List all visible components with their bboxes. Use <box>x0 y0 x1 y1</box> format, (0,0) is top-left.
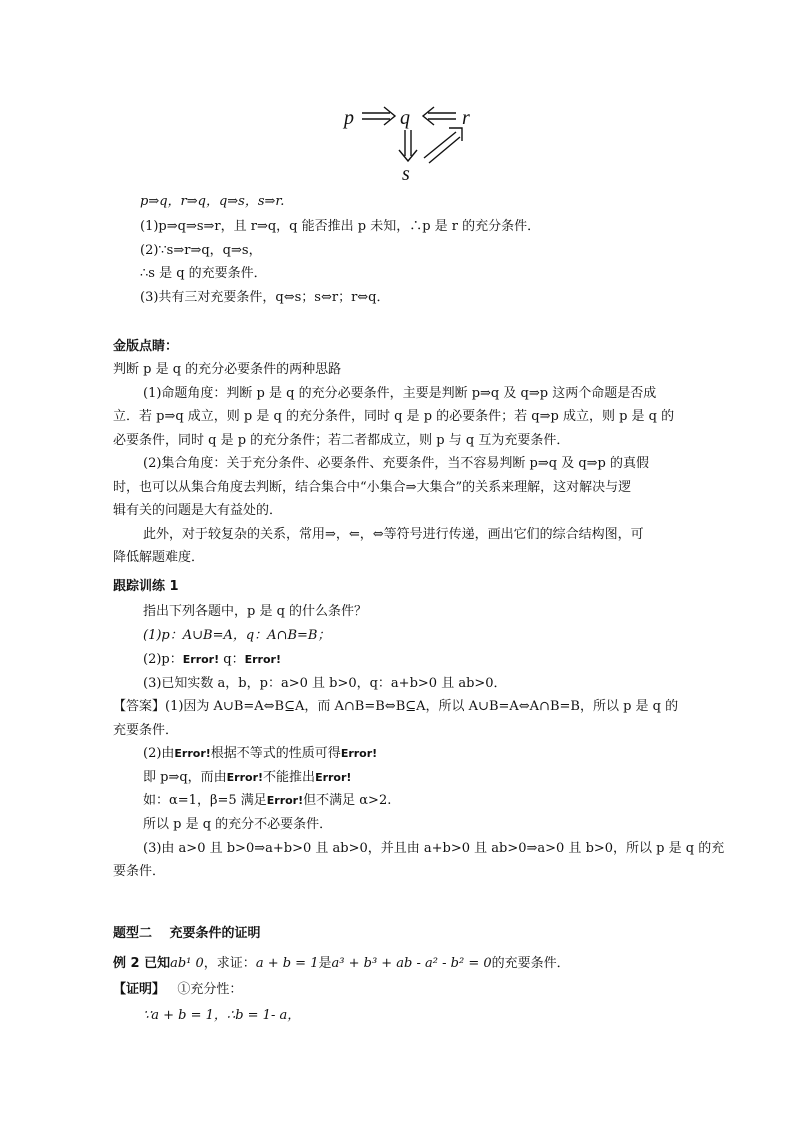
text-span: q： <box>219 652 245 667</box>
text-line <box>143 770 351 786</box>
text-line: ∴s 是 q 的充要条件． <box>140 266 267 281</box>
text-span: 但不满足 α>2. <box>303 793 392 808</box>
implies-down-arrow <box>399 130 417 161</box>
text-line: p⇒q，r⇒q，q⇒s，s⇒r. <box>140 194 285 209</box>
implication-diagram <box>338 94 486 186</box>
math-span: ab¹ 0 <box>170 956 204 971</box>
error-field: Error! <box>174 747 211 760</box>
text-line: 辑有关的问题是大有益处的． <box>113 503 283 518</box>
text-span: 根据不等式的性质可得 <box>210 746 341 761</box>
text-span: 的充要条件． <box>491 956 570 971</box>
error-field: Error! <box>315 771 352 784</box>
error-field: Error! <box>182 653 220 666</box>
text-line: (1)p⇒q⇒s⇒r，且 r⇒q，q 能否推出 p 未知，∴p 是 r 的充分条件． <box>140 219 541 234</box>
error-field: Error! <box>266 794 304 807</box>
math-span: a + b = 1 <box>255 956 319 971</box>
implies-diagonal-arrow <box>424 128 462 163</box>
implies-left-arrow <box>423 107 456 125</box>
text-span: 例 2 已知 <box>113 956 171 971</box>
section-heading: 题型二 充要条件的证明 <box>113 926 261 941</box>
text-line: 必要条件，同时 q 是 p 的充分条件；若二者都成立，则 p 与 q 互为充要条件． <box>113 433 570 448</box>
node-s: s <box>402 163 410 185</box>
text-span: (2)由 <box>143 746 175 761</box>
node-r: r <box>462 107 470 129</box>
text-line: 立．若 p⇒q 成立，则 p 是 q 的充分条件，同时 q 是 p 的必要条件；若 q⇒p 成立，则 p 是 q 的 <box>113 409 675 424</box>
text-line: (1)命题角度：判断 p 是 q 的充分必要条件，主要是判断 p⇒q 及 q⇒p 这两个命题是否成 <box>143 386 657 401</box>
text-span: 即 p⇒q，而由 <box>143 770 227 785</box>
node-q: q <box>400 107 410 129</box>
math-span: a³ + b³ + ab - a² - b² = 0 <box>331 956 492 971</box>
section-heading: 金版点睛： <box>113 339 179 354</box>
text-span: 不能推出 <box>263 770 316 785</box>
text-line: 充要条件． <box>113 723 179 738</box>
text-line: 指出下列各题中，p 是 q 的什么条件？ <box>143 604 368 619</box>
text-line: (3)已知实数 a，b，p：a>0 且 b>0，q：a+b>0 且 ab>0． <box>143 676 507 691</box>
text-span: 是 <box>318 956 332 971</box>
text-line: 时，也可以从集合角度去判断，结合集合中“小集合⇒大集合”的关系来理解，这对解决与逻 <box>113 480 632 495</box>
text-line <box>143 652 281 668</box>
text-line <box>113 956 570 972</box>
text-line: (3)共有三对充要条件，q⇔s；s⇔r；r⇔q． <box>140 290 390 305</box>
text-line <box>143 793 391 809</box>
text-line <box>113 982 242 998</box>
text-line: 【答案】(1)因为 A∪B=A⇔B⊆A，而 A∩B=B⇔B⊆A，所以 A∪B=A⇔A∩B=B，所以 p 是 q 的 <box>113 699 679 714</box>
text-line: 要条件． <box>113 864 166 879</box>
text-line: ∵a + b = 1，∴b = 1- a， <box>143 1008 301 1023</box>
text-span: (2)p： <box>143 652 183 667</box>
node-p: p <box>344 107 354 129</box>
error-field: Error! <box>244 653 281 666</box>
text-line: 此外，对于较复杂的关系，常用⇒，⇐，⇔等符号进行传递，画出它们的综合结构图，可 <box>143 527 644 542</box>
text-line <box>143 746 377 762</box>
text-span: ，求证： <box>203 956 256 971</box>
text-line: (3)由 a>0 且 b>0⇒a+b>0 且 ab>0，并且由 a+b>0 且 ab>0⇒a>0 且 b>0，所以 p 是 q 的充 <box>143 841 725 856</box>
section-heading: 跟踪训练 1 <box>113 579 179 594</box>
text-line: (2)∵s⇒r⇒q，q⇒s， <box>140 243 262 258</box>
text-span: 如：α=1，β=5 满足 <box>143 793 267 808</box>
text-line: 所以 p 是 q 的充分不必要条件． <box>143 817 333 832</box>
error-field: Error! <box>340 747 378 760</box>
text-line: 降低解题难度． <box>113 550 205 565</box>
implies-right-arrow <box>362 107 395 125</box>
text-span: ①充分性： <box>177 982 243 997</box>
error-field: Error! <box>226 771 264 784</box>
text-line: (1)p：A∪B=A，q：A∩B=B； <box>143 628 331 643</box>
text-line: (2)集合角度：关于充分条件、必要条件、充要条件，当不容易判断 p⇒q 及 q⇒p 的真假 <box>143 456 650 471</box>
text-span: 【证明】 <box>113 982 166 997</box>
text-line: 判断 p 是 q 的充分必要条件的两种思路 <box>113 362 342 377</box>
